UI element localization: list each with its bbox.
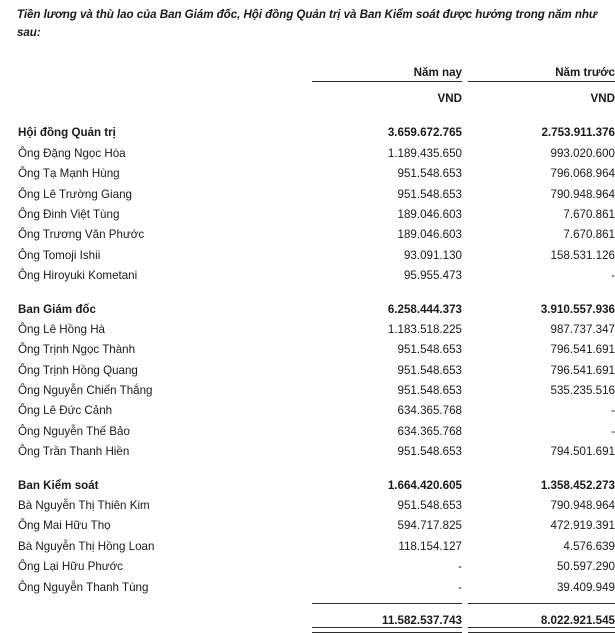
row-previous: 7.670.861 (563, 207, 615, 221)
row-label: Ông Lê Đức Cảnh (18, 404, 113, 418)
row-label: Ông Đinh Việt Tùng (18, 207, 120, 221)
total-rule-previous (468, 594, 615, 604)
total-rule-current (312, 594, 462, 604)
section-heading-current: 6.258.444.373 (387, 302, 462, 316)
table-row (0, 438, 615, 458)
row-previous: 472.919.391 (550, 519, 615, 533)
intro-paragraph: Tiền lương và thù lao của Ban Giám đốc, Hội đồng Quản trị và Ban Kiểm soát được hưởng trong năm như sau: (17, 8, 598, 39)
spacer-cell (0, 105, 312, 119)
row-label: Ông Tạ Mạnh Hùng (18, 167, 120, 181)
section-heading-label: Hội đồng Quản trị (18, 126, 116, 140)
table-row (0, 458, 615, 491)
table-row (0, 553, 615, 573)
row-current: 951.548.653 (397, 363, 462, 377)
table-row (0, 282, 615, 315)
row-previous: 158.531.126 (550, 248, 615, 262)
row-label: Ông Mai Hữu Thọ (18, 519, 111, 533)
section-heading-previous: 2.753.911.376 (541, 126, 615, 140)
table-row (0, 180, 615, 200)
total-previous: 8.022.921.545 (540, 613, 615, 627)
row-label: Ông Trịnh Ngọc Thành (18, 343, 136, 357)
row-label: Ông Nguyễn Thế Bảo (18, 424, 130, 438)
total-dbl-current (312, 627, 462, 632)
row-label: Ông Đặng Ngọc Hòa (18, 146, 126, 160)
row-label: Ông Trịnh Hồng Quang (18, 363, 138, 377)
table-total-row (0, 603, 615, 627)
row-previous: 50.597.290 (556, 560, 615, 574)
section-heading-label: Ban Kiểm soát (18, 478, 99, 492)
row-current: - (458, 560, 462, 574)
total-rule-spacer (0, 594, 312, 604)
table-row (0, 573, 615, 593)
section-heading-label: Ban Giám đốc (18, 302, 96, 316)
row-current: 95.955.473 (403, 269, 462, 283)
table-row (0, 160, 615, 180)
row-previous: 796.541.691 (550, 363, 615, 377)
table-row (0, 377, 615, 397)
row-label: Ông Lại Hữu Phước (18, 560, 123, 574)
row-previous: 535.235.516 (550, 384, 615, 398)
spacer-cell (468, 105, 615, 119)
row-current: 118.154.127 (398, 539, 462, 553)
header-currency-previous: VND (590, 92, 615, 105)
table-row (0, 417, 615, 437)
row-current: 951.548.653 (397, 384, 462, 398)
row-previous: 993.020.600 (550, 146, 615, 160)
row-label: Ông Trương Văn Phước (18, 228, 145, 242)
header-currency-current: VND (437, 92, 462, 105)
row-previous: - (611, 269, 615, 283)
header-previous-year: Năm trước (468, 56, 615, 82)
row-label: Ông Hiroyuki Kometani (18, 269, 138, 283)
table-row (0, 119, 615, 139)
header-label-cell (0, 56, 312, 82)
total-top-rule (0, 594, 615, 604)
total-bottom-double-rule (0, 627, 615, 632)
row-current: 189.046.603 (397, 228, 462, 242)
row-label: Bà Nguyễn Thị Thiên Kim (18, 499, 150, 513)
table-row (0, 492, 615, 512)
row-previous: - (611, 424, 615, 438)
row-previous: 796.068.964 (550, 167, 615, 181)
row-previous: 790.948.964 (550, 499, 615, 513)
row-label: Ông Lê Hồng Hà (18, 322, 106, 336)
row-current: 951.548.653 (397, 167, 462, 181)
row-current: 951.548.653 (397, 187, 462, 201)
row-previous: 790.948.964 (550, 187, 615, 201)
table-row (0, 356, 615, 376)
row-label: Ông Nguyễn Thanh Tùng (18, 580, 149, 594)
row-label: Ông Tomoji Ishii (18, 248, 101, 262)
row-current: 951.548.653 (397, 343, 462, 357)
header-currency-spacer (0, 82, 312, 106)
header-current-year: Năm nay (312, 56, 462, 82)
row-current: 951.548.653 (397, 499, 462, 513)
remuneration-table (0, 56, 615, 633)
row-current: 634.365.768 (397, 424, 462, 438)
row-previous: 794.501.691 (550, 445, 615, 459)
row-current: 189.046.603 (397, 207, 462, 221)
table-row (0, 241, 615, 261)
section-heading-previous: 3.910.557.936 (540, 302, 615, 316)
table-header-titles (0, 56, 615, 82)
table-header-currency (0, 82, 615, 106)
row-previous: 4.576.639 (563, 539, 615, 553)
table-row (0, 139, 615, 159)
row-label: Bà Nguyễn Thị Hồng Loan (18, 539, 155, 553)
total-current: 11.582.537.743 (382, 613, 462, 627)
row-current: 93.091.130 (403, 248, 462, 262)
table-row (0, 221, 615, 241)
row-previous: 796.541.691 (550, 343, 615, 357)
section-heading-previous: 1.358.452.273 (540, 478, 615, 492)
section-heading-current: 3.659.672.765 (387, 126, 462, 140)
spacer-cell (312, 105, 462, 119)
row-current: 1.189.435.650 (387, 146, 462, 160)
section-heading-current: 1.664.420.605 (387, 478, 462, 492)
table-row (0, 512, 615, 532)
table-body (0, 56, 615, 632)
row-current: 951.548.653 (397, 445, 462, 459)
row-previous: 39.409.949 (556, 580, 615, 594)
row-label: Ông Trần Thanh Hiền (18, 445, 130, 459)
table-row (0, 532, 615, 552)
row-current: 1.183.518.225 (387, 322, 462, 336)
table-row (0, 397, 615, 417)
total-dbl-previous (468, 627, 615, 632)
row-label: Ông Lê Trường Giang (18, 187, 132, 201)
row-label: Ông Nguyễn Chiến Thắng (18, 384, 153, 398)
table-row (0, 316, 615, 336)
table-row (0, 336, 615, 356)
row-previous: - (611, 404, 615, 418)
row-previous: 987.737.347 (550, 322, 615, 336)
table-row (0, 201, 615, 221)
row-current: 634.365.768 (397, 404, 462, 418)
row-current: 594.717.825 (397, 519, 462, 533)
row-current: - (458, 580, 462, 594)
header-spacer-row (0, 105, 615, 119)
table-row (0, 262, 615, 282)
total-dbl-spacer (0, 627, 312, 632)
row-previous: 7.670.861 (563, 228, 615, 242)
total-label (0, 603, 312, 627)
